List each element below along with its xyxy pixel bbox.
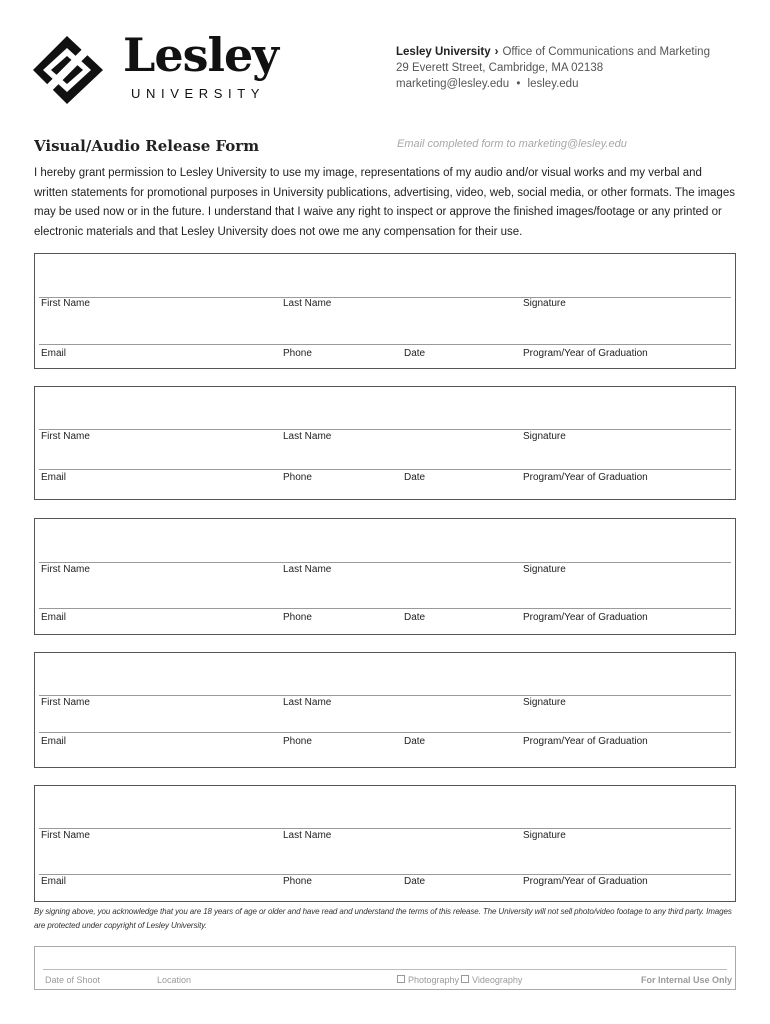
- contact-email[interactable]: marketing@lesley.edu: [396, 78, 510, 90]
- contact-address: 29 Everett Street, Cambridge, MA 02138: [396, 62, 604, 74]
- internal-use-label: For Internal Use Only: [641, 975, 733, 985]
- videography-checkbox[interactable]: [461, 975, 469, 983]
- contact-block: [396, 44, 710, 92]
- contact-row-line[interactable]: [39, 874, 731, 875]
- contact-website[interactable]: lesley.edu: [527, 78, 579, 90]
- last-name-label: Last Name: [283, 298, 332, 309]
- photography-option[interactable]: [397, 975, 459, 985]
- contact-row-line[interactable]: [39, 344, 731, 345]
- phone-label: Phone: [283, 736, 312, 747]
- last-name-label: Last Name: [283, 697, 332, 708]
- first-name-label: First Name: [41, 298, 90, 309]
- date-label: Date: [404, 472, 426, 483]
- signature-label: Signature: [523, 830, 566, 841]
- email-label: Email: [41, 472, 67, 483]
- chevron-right-icon: ›: [494, 46, 499, 58]
- email-instruction: Email completed form to marketing@lesley.edu: [397, 138, 627, 150]
- first-name-label: First Name: [41, 564, 90, 575]
- contact-line-links: [396, 76, 710, 92]
- videography-option[interactable]: [461, 975, 522, 985]
- date-label: Date: [404, 612, 426, 623]
- date-label: Date: [404, 736, 426, 747]
- phone-label: Phone: [283, 348, 312, 359]
- name-row-line[interactable]: [39, 297, 731, 298]
- signature-box-4: [34, 652, 736, 768]
- internal-use-box: [34, 946, 736, 990]
- signature-box-3: [34, 518, 736, 635]
- phone-label: Phone: [283, 876, 312, 887]
- contact-row-line[interactable]: [39, 469, 731, 470]
- signature-label: Signature: [523, 431, 566, 442]
- signature-label: Signature: [523, 298, 566, 309]
- contact-row-line[interactable]: [39, 608, 731, 609]
- email-label: Email: [41, 348, 67, 359]
- contact-row-line[interactable]: [39, 732, 731, 733]
- first-name-label: First Name: [41, 697, 90, 708]
- name-row-line[interactable]: [39, 828, 731, 829]
- last-name-label: Last Name: [283, 564, 332, 575]
- date-of-shoot-label[interactable]: Date of Shoot: [45, 975, 101, 985]
- name-row-line[interactable]: [39, 562, 731, 563]
- signature-box-2: [34, 386, 736, 500]
- program-label: Program/Year of Graduation: [523, 876, 648, 887]
- signature-box-5: [34, 785, 736, 902]
- email-label: Email: [41, 736, 67, 747]
- date-label: Date: [404, 876, 426, 887]
- internal-divider: [43, 969, 727, 970]
- form-title: Visual/Audio Release Form: [34, 137, 260, 155]
- email-label: Email: [41, 612, 67, 623]
- photography-label: Photography: [408, 975, 460, 985]
- first-name-label: First Name: [41, 830, 90, 841]
- first-name-label: First Name: [41, 431, 90, 442]
- last-name-label: Last Name: [283, 431, 332, 442]
- date-label: Date: [404, 348, 426, 359]
- name-row-line[interactable]: [39, 429, 731, 430]
- contact-line-office: [396, 44, 710, 60]
- org-name: Lesley University: [396, 46, 491, 58]
- logo-subtitle: UNIVERSITY: [131, 86, 266, 101]
- phone-label: Phone: [283, 472, 312, 483]
- lesley-logo: [33, 28, 283, 106]
- email-label: Email: [41, 876, 67, 887]
- program-label: Program/Year of Graduation: [523, 472, 648, 483]
- signature-label: Signature: [523, 697, 566, 708]
- program-label: Program/Year of Graduation: [523, 736, 648, 747]
- bullet-separator: •: [516, 78, 521, 90]
- last-name-label: Last Name: [283, 830, 332, 841]
- program-label: Program/Year of Graduation: [523, 348, 648, 359]
- name-row-line[interactable]: [39, 695, 731, 696]
- office-name: Office of Communications and Marketing: [502, 46, 710, 58]
- location-label[interactable]: Location: [157, 975, 192, 985]
- videography-label: Videography: [472, 975, 523, 985]
- signature-label: Signature: [523, 564, 566, 575]
- lesley-emblem-icon: [33, 34, 111, 106]
- program-label: Program/Year of Graduation: [523, 612, 648, 623]
- photography-checkbox[interactable]: [397, 975, 405, 983]
- phone-label: Phone: [283, 612, 312, 623]
- legal-notice: By signing above, you acknowledge that you are 18 years of age or older and have read and understand the terms of this release. The University will not sell photo/video footage to any third party. Images are protected under copyright of Lesley University.: [34, 907, 732, 930]
- consent-statement: I hereby grant permission to Lesley University to use my image, representations of my audio and/or visual works and my verbal and written statements for promotional purposes in University publications, advertising, video, web, social media, or other formats. The images may be used now or in the future. I understand that I waive any right to inspect or approve the finished images/footage or any printed or electronic materials and that Lesley University does not owe me any compensation for their use.: [34, 167, 735, 238]
- signature-box-1: [34, 253, 736, 369]
- logo-wordmark: Lesley: [123, 28, 278, 82]
